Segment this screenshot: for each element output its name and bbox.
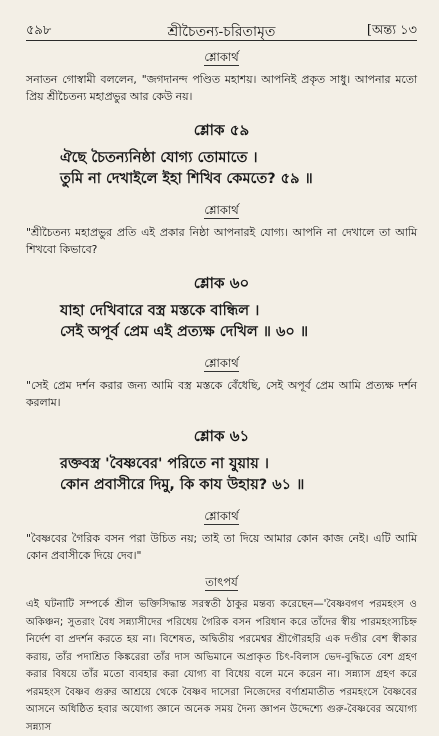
book-title: শ্রীচৈতন্য-চরিতামৃত <box>167 24 276 40</box>
verse-61-title: শ্লোক ৬১ <box>193 427 250 445</box>
translation-60-text: "সেই প্রেম দর্শন করার জন্য আমি বস্ত্র মস্তকে বেঁধেছি, সেই অপূর্ব প্রেম আমি প্রত্যক্ষ দর্শন করলাম। <box>26 379 417 409</box>
translation-text: সনাতন গোস্বামী বললেন, "জগদানন্দ পণ্ডিত মহাশয়। আপনিই প্রকৃত সাধু। আপনার মতো প্রিয় শ্রীচৈতন্য মহাপ্রভুর আর কেউ নয়। <box>26 73 417 103</box>
translation-59-label: শ্লোকার্থ <box>204 203 239 217</box>
purport-label: তাৎপর্য <box>205 575 238 589</box>
verse-59-title: শ্লোক ৫৯ <box>193 121 250 139</box>
page-header <box>26 0 417 41</box>
translation-59-text: "শ্রীচৈতন্য মহাপ্রভুর প্রতি এই প্রকার নিষ্ঠা আপনারই যোগ্য। আপনি না দেখালে তা আমি শিখবো কিভাবে? <box>26 226 417 256</box>
translation-61-label: শ্লোকার্থ <box>204 509 239 523</box>
verse-60-title: শ্লোক ৬০ <box>193 274 250 292</box>
verse-60-line-2: সেই অপূর্ব প্রেম এই প্রত্যক্ষ দেখিল ॥ ৬০ ॥ <box>60 324 309 340</box>
translation-60-label: শ্লোকার্থ <box>204 356 239 370</box>
verse-59-line-1: ঐছে চৈতন্যনিষ্ঠা যোগ্য তোমাতে । <box>60 150 258 166</box>
verse-61-line-1: রক্তবস্ত্র 'বৈষ্ণবের' পরিতে না যুয়ায় । <box>60 456 269 472</box>
verse-59-line-2: তুমি না দেখাইলে ইহা শিখিব কেমতে? ৫৯ ॥ <box>60 171 313 187</box>
purport-text: এই ঘটনাটি সম্পর্কে শ্রীল ভক্তিসিদ্ধান্ত সরস্বতী ঠাকুর মন্তব্য করেছেন—'বৈষ্ণবগণ পরমহংস ও অকিঞ্চন; সুতরাং বৈধ সন্ন্যাসীদের পরিধেয় গৈরিক বসন পরিধান করে তাঁদের স্বীয় পারমহংস্যচিহ্ন নির্দেশ বা প্রদর্শন করতে হয় না। বিশেষত, অদ্বিতীয় পরমেশ্বর শ্রীগৌরহরি এক দণ্ডীর বেশ স্বীকার করায়, তাঁর পদাশ্রিত কিঙ্করেরা তাঁর দাস অভিমানে অপ্রাকৃত চিৎ-বিলাস ভেদ-বুদ্ধিতে বেশ গ্রহণ করার বিষয়ে তাঁর মতো ব্যবহার করা যোগ্য বা বিধেয় বলে মনে করেন না। সন্ন্যাস গ্রহণ করে পরমহংস বৈষ্ণব গুরুর আশ্রয়ে থেকে বৈষ্ণব দাসেরা নিজেদের বর্ণাশ্রমাতীত পরমহংসে বৈষ্ণবের আসনে অধিষ্ঠিত হবার অযোগ্য জ্ঞানে অনেক সময় দৈন্য জ্ঞাপন উদ্দেশ্যে গুরু-বৈষ্ণবের অযোগ্য সন্ন্যাস <box>26 599 417 733</box>
section-marker: [অন্ত্য ১৩ <box>366 23 417 38</box>
verse-60-line-1: যাহা দেখিবারে বস্ত্র মস্তকে বান্ধিল । <box>60 303 260 319</box>
page-number: ৫৯৮ <box>26 23 52 38</box>
translation-61-text: "বৈষ্ণবের গৈরিক বসন পরা উচিত নয়; তাই তা দিয়ে আমার কোন কাজ নেই। এটি আমি কোন প্রবাসীকে দিয়ে দেব।" <box>26 532 417 562</box>
verse-61-line-2: কোন প্রবাসীরে দিমু, কি কায উহায়? ৬১ ॥ <box>60 477 305 493</box>
translation-label: শ্লোকার্থ <box>204 50 239 64</box>
